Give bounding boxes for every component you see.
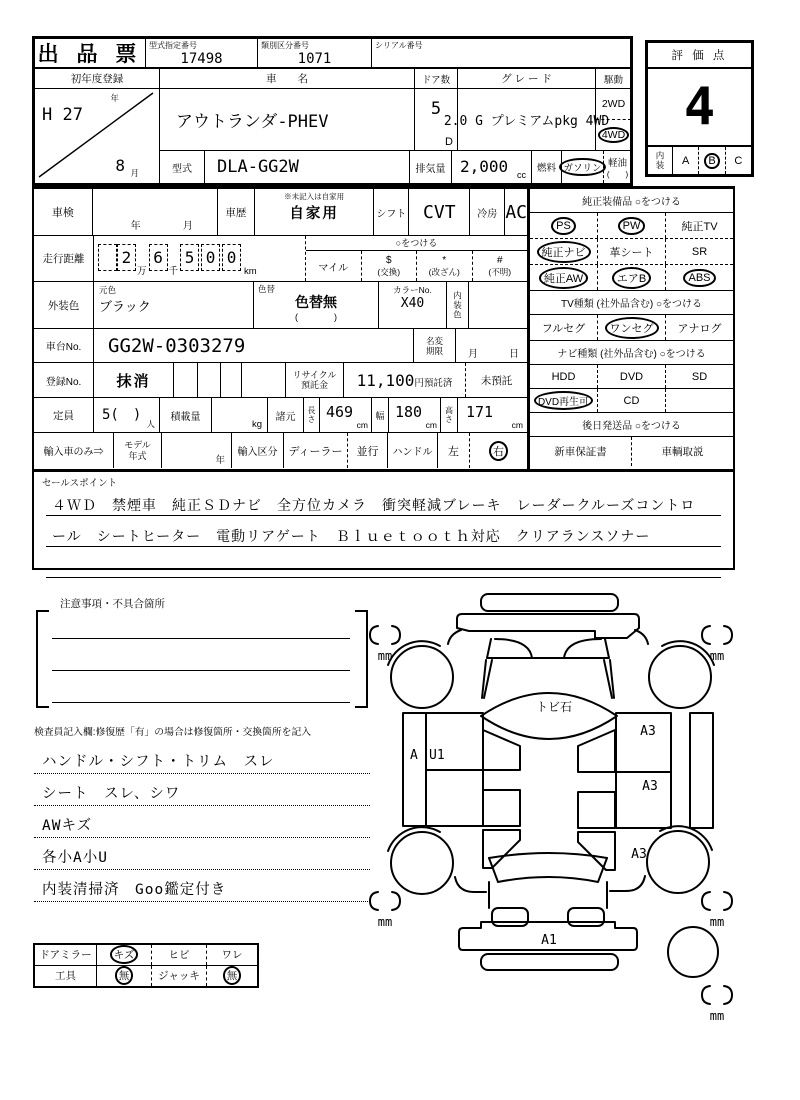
history-note: ※未記入は自家用 xyxy=(284,192,345,201)
reg-empty-3 xyxy=(221,363,242,397)
fuel-other: ( ) xyxy=(606,169,629,179)
mileage-label: 走行距離 xyxy=(34,236,94,281)
mirror-crack: ヒビ xyxy=(152,945,207,965)
first-reg-header: 初年度登録 xyxy=(35,69,160,89)
handle-right: 右 xyxy=(493,443,504,459)
sales-label: セールスポイント xyxy=(42,478,118,489)
navi-type-header: ナビ種類 (社外品含む) ○をつける xyxy=(530,341,733,365)
month-suffix: 月 xyxy=(130,168,139,178)
notes-title: 注意事項・不具合箇所 xyxy=(60,598,165,610)
mileage-d1 xyxy=(98,244,117,271)
equip-leather xyxy=(598,239,666,264)
color-label: 外装色 xyxy=(34,282,94,328)
left-rear-glass xyxy=(483,790,520,826)
aircon-value: AC xyxy=(505,201,528,223)
interior-grade-b: B xyxy=(708,154,716,167)
equip-sr xyxy=(666,239,733,264)
rename-month: 月 xyxy=(468,349,478,360)
history-value: 自家用 xyxy=(289,206,339,222)
fuel-gasoline-cell xyxy=(562,151,604,183)
right-front-door-mark: A3 xyxy=(640,724,656,739)
interior-color-value xyxy=(469,282,527,328)
equip-pw xyxy=(598,213,666,238)
wheel-rear-right xyxy=(647,831,709,893)
inspection-label: 車検 xyxy=(34,189,93,235)
mm-label-rear-left: mm xyxy=(377,915,393,929)
rear-shoulder-left xyxy=(455,877,486,892)
serial-number xyxy=(372,39,630,67)
recycle-not-deposited: 未預託 xyxy=(480,374,513,387)
shipment-header: 後日発送品 ○をつける xyxy=(530,413,733,437)
handle-right-cell xyxy=(470,433,527,468)
length-label: 長さ xyxy=(307,406,316,424)
wheel-front-right xyxy=(649,646,711,708)
mileage-mark-header: ○をつける xyxy=(306,236,527,251)
fuel-gasoline: ガソリン xyxy=(563,160,601,174)
inspection-date-cell xyxy=(93,189,218,235)
opt-tampered-text: (改ざん) xyxy=(428,266,460,277)
mm-label-front-left: mm xyxy=(377,649,393,663)
grade-value: 2.0 G プレミアムpkg 4WD xyxy=(458,89,596,151)
navi-dvd-label: DVD xyxy=(619,370,644,383)
recycle-deposit-value: 11,100 xyxy=(356,370,415,390)
interior-grade-c: C xyxy=(734,154,743,167)
navi-hdd-label: HDD xyxy=(551,370,576,383)
displacement-cell xyxy=(452,151,532,183)
opt-exchange-symbol: $ xyxy=(385,254,392,266)
mm-label-rear-right: mm xyxy=(709,915,725,929)
front-shoulder-right xyxy=(635,630,648,644)
reg-empty-4 xyxy=(242,363,286,397)
history-cell xyxy=(255,189,374,235)
height-label: 高さ xyxy=(444,406,454,424)
handle-left: 左 xyxy=(438,433,470,468)
rear-bottom-strip xyxy=(481,954,618,970)
tv-oneseg-label: ワンセグ xyxy=(610,320,654,336)
mileage-d6: 0 xyxy=(222,244,241,271)
inspector-line-1: ハンドル・シフト・トリム スレ xyxy=(34,742,370,774)
recycle-deposit-cell xyxy=(344,363,466,397)
score-value: 4 xyxy=(683,77,716,137)
car-damage-diagram xyxy=(358,578,758,1068)
capacity-unit: 人 xyxy=(146,419,155,429)
chassis-value: GG2W-0303279 xyxy=(94,329,414,362)
navi-empty xyxy=(666,389,733,412)
equip-pw-label: PW xyxy=(622,219,641,232)
notes-bracket-left xyxy=(36,610,49,708)
tools-none-cell xyxy=(97,966,152,987)
score-label: 評 価 点 xyxy=(648,43,751,69)
navi-cd xyxy=(598,389,666,412)
length-unit: cm xyxy=(356,420,368,430)
tv-fullseg xyxy=(530,315,598,340)
aircon-label: 冷房 xyxy=(470,189,505,235)
front-shoulder-left xyxy=(448,630,461,644)
rename-day: 日 xyxy=(509,349,519,360)
bracket-front-right xyxy=(702,626,732,644)
recycle-l1: リサイクル xyxy=(292,369,337,380)
equip-leather-label: 革シート xyxy=(609,246,654,259)
interior-label-cell xyxy=(648,147,673,174)
equip-airbag xyxy=(598,265,666,290)
class-number xyxy=(258,39,372,67)
recycle-label xyxy=(286,363,344,397)
equipment-header: 純正装備品 ○をつける xyxy=(530,189,733,213)
tools-jack: ジャッキ xyxy=(152,966,207,987)
equip-navi xyxy=(530,239,598,264)
rear-shoulder-right xyxy=(610,876,645,891)
model-year-l1: モデル xyxy=(124,440,151,450)
bracket-front-left xyxy=(370,626,400,644)
notes-line-2 xyxy=(52,670,350,671)
top-form xyxy=(32,36,633,186)
right-quarter-glass xyxy=(578,730,615,772)
header-band xyxy=(35,39,630,69)
sheet-title: 出 品 票 xyxy=(35,39,146,67)
right-rear-fender-mark: A3 xyxy=(631,847,647,862)
mileage-marks xyxy=(306,236,527,281)
right-rear-door-mark: A3 xyxy=(642,779,658,794)
import-only-label: 輸入車のみ⇒ xyxy=(34,433,114,468)
inspector-line-4: 各小A小U xyxy=(34,838,370,870)
mileage-d2: 2 xyxy=(117,244,136,271)
height-value: 171 xyxy=(466,403,494,421)
inspector-line-2: シート スレ、シワ xyxy=(34,774,370,806)
navi-dvd-play xyxy=(530,389,598,412)
shipment-manual: 車輌取説 xyxy=(661,446,704,458)
registration-value: 抹消 xyxy=(94,363,174,397)
hood xyxy=(487,639,609,658)
tv-analog xyxy=(666,315,733,340)
drive-header: 駆動 xyxy=(596,69,631,89)
color-change-label: 色替 xyxy=(258,284,276,294)
width-label: 幅 xyxy=(372,398,389,432)
notes-box xyxy=(36,592,368,720)
spec-label: 諸元 xyxy=(268,398,304,432)
interior-color-label: 内装色 xyxy=(452,290,463,320)
equip-sr-label: SR xyxy=(691,245,708,258)
rear-glass xyxy=(489,858,607,882)
sales-line-3 xyxy=(46,551,721,578)
sales-line-1: ４ＷＤ 禁煙車 純正ＳＤナビ 全方位カメラ 衝突軽減ブレーキ レーダークルーズコントロ xyxy=(46,489,721,516)
taillight-left xyxy=(492,908,528,926)
drive-4wd: 4WD xyxy=(601,129,626,141)
mileage-d5: 0 xyxy=(201,244,220,271)
mm-label-front-right: mm xyxy=(709,649,725,663)
inspector-line-5: 内装清掃済 Goo鑑定付き xyxy=(34,870,370,902)
length-value: 469 xyxy=(326,403,354,421)
left-sill xyxy=(403,713,426,826)
mileage-d4: 5 xyxy=(180,244,199,271)
opt-exchange-text: (交換) xyxy=(377,266,401,277)
shift-value: CVT xyxy=(409,189,470,235)
taillight-right xyxy=(568,908,604,926)
load-unit: kg xyxy=(251,419,262,430)
fuel-label: 燃料 xyxy=(532,151,562,183)
shipment-warranty: 新車保証書 xyxy=(530,437,632,466)
door-mirror-label: ドアミラー xyxy=(35,945,97,965)
doors-value: 5 xyxy=(430,99,442,119)
width-cell xyxy=(389,398,441,432)
car-name-header: 車 名 xyxy=(160,69,415,89)
mileage-man: 万 xyxy=(137,266,147,277)
navi-sd xyxy=(666,365,733,388)
rear-bumper-mark: A1 xyxy=(541,933,557,948)
mileage-digits xyxy=(94,236,306,281)
equip-airbag-label: エアB xyxy=(617,270,646,286)
mileage-opt-exchange xyxy=(362,251,418,281)
model-year-l2: 年式 xyxy=(128,450,147,461)
grade-header: グ レ ー ド xyxy=(458,69,596,89)
doors-header: ドア数 xyxy=(415,69,458,89)
drive-2wd: 2WD xyxy=(596,89,631,120)
color-no-cell xyxy=(379,282,447,328)
tools-label: 工具 xyxy=(35,966,97,987)
mm-label-spare: mm xyxy=(709,1009,725,1023)
model-year-suffix: 年 xyxy=(215,455,225,466)
front-bumper xyxy=(457,614,639,638)
navi-cd-label: CD xyxy=(623,394,640,407)
opt-unknown-text: (不明) xyxy=(488,266,512,277)
headlight-left xyxy=(495,639,532,658)
navi-dvd xyxy=(598,365,666,388)
color-change-paren: ( ) xyxy=(295,312,337,322)
type-no-label: 型式指定番号 xyxy=(149,41,197,50)
equip-abs-label: ABS xyxy=(688,271,711,284)
capacity-label: 定員 xyxy=(34,398,94,432)
shift-label: シフト xyxy=(374,189,409,235)
navi-sd-label: SD xyxy=(691,370,708,383)
displacement-unit: cc xyxy=(517,170,526,180)
mirror-scratch-cell xyxy=(97,945,152,965)
mirror-tools-table xyxy=(33,943,259,988)
load-label: 積載量 xyxy=(160,398,212,432)
import-type-label: 輸入区分 xyxy=(232,433,284,468)
height-cell xyxy=(458,398,527,432)
mileage-opt-unknown xyxy=(473,251,528,281)
equip-aw-label: 純正AW xyxy=(544,270,583,286)
headlight-right xyxy=(564,639,601,658)
mileage-opt-tampered xyxy=(417,251,473,281)
reg-empty-1 xyxy=(174,363,198,397)
navi-hdd xyxy=(530,365,598,388)
chassis-label: 車台No. xyxy=(34,329,94,362)
opt-unknown-symbol: # xyxy=(496,254,503,266)
wheel-front-left xyxy=(391,646,453,708)
tv-analog-label: アナログ xyxy=(677,322,722,335)
left-quarter-glass xyxy=(483,730,520,770)
length-label-cell xyxy=(304,398,320,432)
equipment-column xyxy=(528,186,735,471)
tools-none: 無 xyxy=(118,970,130,983)
fuel-diesel-cell xyxy=(604,151,631,183)
mirror-break: ワレ xyxy=(221,949,243,962)
tv-type-header: TV種類 (社外品含む) ○をつける xyxy=(530,291,733,315)
handle-label: ハンドル xyxy=(388,433,438,468)
equip-ps xyxy=(530,213,598,238)
rename-date-cell xyxy=(456,329,527,362)
bracket-rear-left xyxy=(370,892,400,910)
color-original-cell xyxy=(94,282,254,328)
tv-oneseg xyxy=(598,315,666,340)
inspector-title: 検査員記入欄:修復歴「有」の場合は修復箇所・交換箇所を記入 xyxy=(34,727,312,738)
interior-grade-b-cell xyxy=(699,147,725,174)
right-sill xyxy=(690,713,713,828)
right-c-pillar xyxy=(578,832,615,870)
interior-grade-a: A xyxy=(673,147,699,174)
mileage-sen: 千 xyxy=(168,266,179,277)
sales-points-box xyxy=(32,470,735,570)
tv-fullseg-label: フルセグ xyxy=(541,322,586,335)
capacity-value: 5( ) xyxy=(102,407,142,423)
drive-4wd-cell xyxy=(596,120,631,151)
registration-label: 登録No. xyxy=(34,363,94,397)
car-name-value: アウトランダ-PHEV xyxy=(160,89,415,151)
model-value: DLA-GG2W xyxy=(205,151,410,183)
jack-none: 無 xyxy=(226,970,238,983)
mileage-d3: 6 xyxy=(149,244,168,271)
fuel-diesel: 軽油 xyxy=(607,157,627,169)
jack-none-cell xyxy=(207,966,257,987)
displacement-label: 排気量 xyxy=(410,151,452,183)
evaluation-box xyxy=(645,40,754,177)
left-door-mark-u1: U1 xyxy=(429,748,445,763)
spare-tire xyxy=(668,927,718,977)
width-value: 180 xyxy=(395,403,423,421)
sales-line-2: ール シートヒーター 電動リアゲート Ｂｌｕｅｔｏｏｔｈ対応 クリアランスソナー xyxy=(46,520,721,547)
width-unit: cm xyxy=(425,420,437,430)
height-label-cell xyxy=(441,398,458,432)
first-reg-era: H 27 xyxy=(42,105,83,125)
color-change-value: 色替無 xyxy=(295,294,337,310)
opt-tampered-symbol: * xyxy=(442,254,447,266)
import-parallel: 並行 xyxy=(348,433,388,468)
mileage-unit: km xyxy=(244,266,257,277)
bracket-rear-right xyxy=(702,892,732,910)
import-dealer: ディーラー xyxy=(284,433,348,468)
interior-color-label-cell xyxy=(447,282,469,328)
interior-label: 内装 xyxy=(655,151,665,170)
reg-empty-2 xyxy=(198,363,221,397)
mirror-scratch: キズ xyxy=(113,949,135,962)
capacity-cell xyxy=(94,398,160,432)
bracket-spare xyxy=(702,986,732,1004)
wheel-rear-left xyxy=(391,832,453,894)
inspector-line-3: AWキズ xyxy=(34,806,370,838)
tailgate-sides xyxy=(489,882,607,908)
height-unit: cm xyxy=(511,420,523,430)
recycle-deposit-suffix: 円預託済 xyxy=(414,378,453,389)
notes-line-1 xyxy=(52,638,350,639)
color-orig-value: ブラック xyxy=(99,300,151,315)
year-suffix: 年 xyxy=(110,93,119,103)
load-cell xyxy=(212,398,268,432)
recycle-l2: 預託金 xyxy=(300,380,328,390)
inspector-section xyxy=(34,724,370,902)
inspection-year: 年 xyxy=(130,221,141,232)
left-c-pillar xyxy=(483,830,520,868)
doors-unit: D xyxy=(445,136,453,148)
length-cell xyxy=(320,398,372,432)
color-no-label: カラーNo. xyxy=(393,285,432,295)
navi-dvd-play-label: DVD再生可 xyxy=(538,393,589,408)
equip-tv-label: 純正TV xyxy=(681,220,718,233)
mileage-opt-mile: マイル xyxy=(306,251,362,281)
detail-section xyxy=(32,186,529,471)
serial-label: シリアル番号 xyxy=(375,41,423,50)
model-year-label xyxy=(114,433,162,468)
model-label: 型式 xyxy=(160,151,205,183)
history-label: 車歴 xyxy=(218,189,255,235)
equip-aw xyxy=(530,265,598,290)
color-no-value: X40 xyxy=(400,296,425,311)
equip-tv xyxy=(666,213,733,238)
color-change-cell xyxy=(254,282,379,328)
displacement-value: 2,000 xyxy=(460,157,509,176)
model-year-cell xyxy=(162,433,232,468)
rename-l1: 名変 xyxy=(425,335,443,346)
inspection-month: 月 xyxy=(182,221,193,232)
color-orig-label: 元色 xyxy=(99,285,117,295)
first-reg-month: 8 xyxy=(115,156,125,175)
equip-navi-label: 純正ナビ xyxy=(542,244,586,260)
equip-abs xyxy=(666,265,733,290)
rename-deadline-label xyxy=(414,329,456,362)
left-door-mark-a: A xyxy=(410,748,418,763)
notes-line-3 xyxy=(52,702,350,703)
type-designation-number xyxy=(146,39,258,67)
first-reg-cell xyxy=(35,89,160,183)
front-top-strip xyxy=(481,594,618,611)
rename-l2: 期限 xyxy=(425,345,443,356)
equip-ps-label: PS xyxy=(556,219,571,232)
top-form-main xyxy=(35,69,630,183)
class-no-value: 1071 xyxy=(297,51,332,67)
right-rear-glass xyxy=(578,792,615,828)
class-no-label: 類別区分番号 xyxy=(261,41,309,50)
stone-chip-mark: トビ石 xyxy=(535,700,573,714)
type-no-value: 17498 xyxy=(180,51,223,67)
